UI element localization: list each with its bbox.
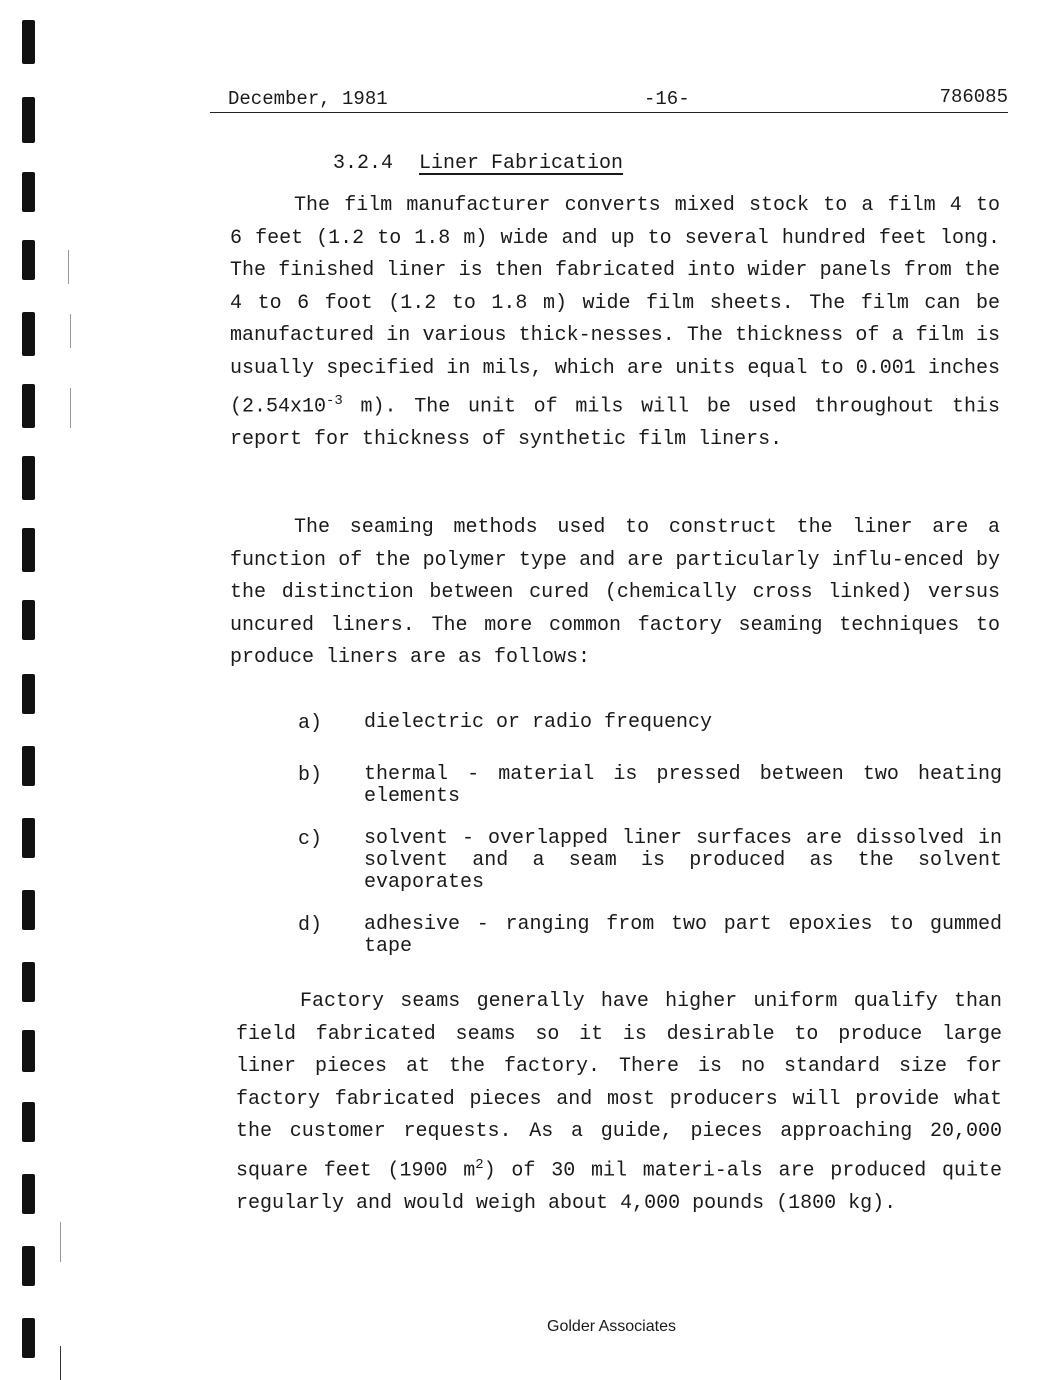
paragraph-text: ) of 30 mil materi-als are produced quite regularly and would weigh about 4,000 pounds (1800 kg). <box>236 1159 1002 1215</box>
list-item-text: solvent - overlapped liner surfaces are dissolved in solvent and a seam is produced as the solvent evaporates <box>364 827 1002 894</box>
scan-artifact <box>70 314 71 348</box>
paragraph-text: Factory seams generally have higher uniform qualify than field fabricated seams so it is desirable to produce large liner pieces at the factory. There is no standard size for factory fabricated pieces and most producers will provide what the customer requests. As a guide, pieces approaching 20,000 square feet (1900 m <box>236 990 1002 1183</box>
binding-mark <box>22 674 35 714</box>
binding-mark <box>22 384 35 428</box>
page-header <box>210 86 1008 113</box>
binding-marks <box>0 0 80 1380</box>
paragraph-text: The film manufacturer converts mixed stock to a film 4 to 6 feet (1.2 to 1.8 m) wide and up to several hundred feet long. The finished liner is then fabricated into wider panels from the 4 to 6 foot (1.2 to 1.8 m) wide film sheets. The film can be manufactured in various thick-nesses. The thickness of a film is usually specified in mils, which are units equal to 0.001 inches (2.54x10 <box>230 194 1000 419</box>
section-number: 3.2.4 <box>333 152 394 175</box>
scan-artifact <box>68 250 69 284</box>
paragraph-factory-seams <box>236 986 1002 1220</box>
footer-company: Golder Associates <box>547 1318 676 1335</box>
header-date: December, 1981 <box>228 88 388 110</box>
binding-mark <box>22 172 35 212</box>
binding-mark <box>22 240 35 280</box>
binding-mark <box>22 1102 35 1142</box>
binding-mark <box>22 746 35 786</box>
seaming-techniques-list <box>298 712 1002 958</box>
binding-mark <box>22 818 35 858</box>
list-item-label: b) <box>298 764 323 787</box>
exponent: 2 <box>475 1156 484 1173</box>
header-page-number: -16- <box>644 88 690 110</box>
binding-mark <box>22 600 35 640</box>
scan-artifact <box>60 1346 61 1380</box>
binding-mark <box>22 1174 35 1214</box>
list-item-text: adhesive - ranging from two part epoxies to gummed tape <box>364 913 1002 958</box>
list-item-label: d) <box>298 914 323 937</box>
binding-mark <box>22 528 35 572</box>
list-item <box>298 828 1002 894</box>
list-item-text: dielectric or radio frequency <box>364 711 713 734</box>
binding-mark <box>22 1030 35 1072</box>
section-heading <box>333 152 623 175</box>
binding-mark <box>22 312 35 356</box>
binding-mark <box>22 456 35 500</box>
paragraph-text: The seaming methods used to construct the liner are a function of the polymer type and are particularly influ-enced by the distinction between cured (chemically cross linked) versus uncured liners. The more common factory seaming techniques to produce liners are as follows: <box>230 516 1000 669</box>
binding-mark <box>22 890 35 930</box>
section-title: Liner Fabrication <box>419 152 624 175</box>
list-item-text: thermal - material is pressed between two heating elements <box>364 763 1002 808</box>
list-item <box>298 764 1002 808</box>
paragraph-film-manufacture <box>230 190 1000 457</box>
binding-mark <box>22 1246 35 1286</box>
list-item <box>298 914 1002 958</box>
scan-artifact <box>60 1222 61 1262</box>
header-document-number: 786085 <box>939 86 1008 108</box>
paragraph-seaming-methods <box>230 512 1000 675</box>
binding-mark <box>22 97 35 143</box>
scan-artifact <box>70 388 71 428</box>
list-item-label: a) <box>298 712 323 735</box>
paragraph-text: m). The unit of mils will be used throughout this report for thickness of synthetic film liners. <box>230 395 1000 452</box>
binding-mark <box>22 20 35 64</box>
list-item <box>298 712 1002 734</box>
binding-mark <box>22 962 35 1002</box>
exponent: -3 <box>326 393 343 409</box>
list-item-label: c) <box>298 828 323 851</box>
